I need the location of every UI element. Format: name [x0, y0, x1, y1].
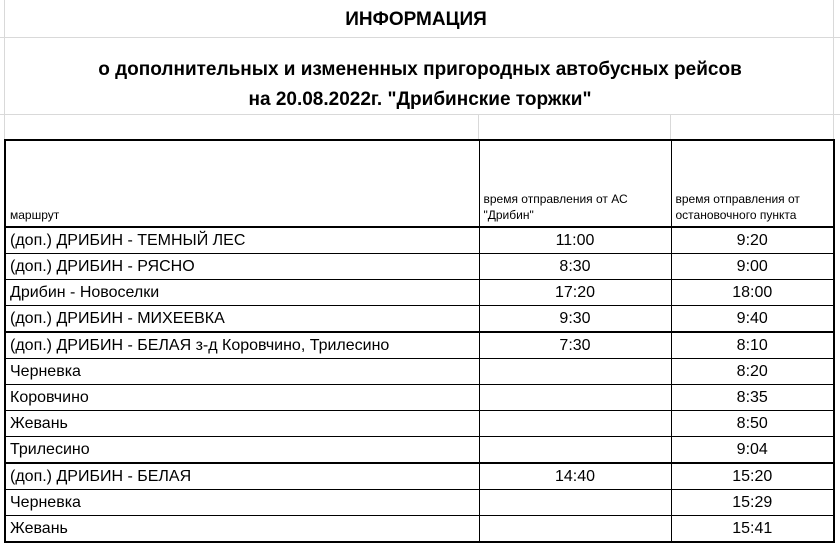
- table-row: [5, 280, 834, 306]
- route-cell: Черневка: [5, 359, 479, 385]
- document-subtitle-line1: о дополнительных и измененных пригородных автобусных рейсов: [98, 59, 742, 80]
- column-header-stop-departure: время отправления от остановочного пункта: [671, 140, 834, 227]
- table-row: [5, 254, 834, 280]
- station-time-cell: [479, 490, 671, 516]
- stop-time-cell: 8:20: [671, 359, 834, 385]
- table-row: [5, 490, 834, 516]
- station-time-cell: 7:30: [479, 332, 671, 359]
- route-cell: (доп.) ДРИБИН - МИХЕЕВКА: [5, 306, 479, 333]
- station-time-cell: 11:00: [479, 227, 671, 254]
- stop-time-cell: 8:50: [671, 411, 834, 437]
- route-cell: Черневка: [5, 490, 479, 516]
- table-header-row: [5, 140, 834, 227]
- stop-time-cell: 18:00: [671, 280, 834, 306]
- route-cell: (доп.) ДРИБИН - РЯСНО: [5, 254, 479, 280]
- table-row: [5, 437, 834, 464]
- column-header-station-departure: время отправления от АС "Дрибин": [479, 140, 671, 227]
- grid-line: [670, 114, 671, 139]
- column-header-route: маршрут: [5, 140, 479, 227]
- route-cell: Жевань: [5, 516, 479, 543]
- route-cell: (доп.) ДРИБИН - БЕЛАЯ: [5, 463, 479, 490]
- grid-line: [0, 37, 840, 38]
- stop-time-cell: 9:40: [671, 306, 834, 333]
- table-row: [5, 385, 834, 411]
- station-time-cell: [479, 516, 671, 543]
- station-time-cell: 9:30: [479, 306, 671, 333]
- table-row: [5, 463, 834, 490]
- station-time-cell: [479, 437, 671, 464]
- stop-time-cell: 15:29: [671, 490, 834, 516]
- station-time-cell: 14:40: [479, 463, 671, 490]
- table-row: [5, 306, 834, 333]
- table-row: [5, 516, 834, 543]
- stop-time-cell: 9:00: [671, 254, 834, 280]
- station-time-cell: 17:20: [479, 280, 671, 306]
- document-title: ИНФОРМАЦИЯ: [345, 9, 487, 30]
- route-cell: Трилесино: [5, 437, 479, 464]
- route-cell: (доп.) ДРИБИН - БЕЛАЯ з-д Коровчино, Трилесино: [5, 332, 479, 359]
- grid-line: [0, 114, 840, 115]
- schedule-table: [4, 139, 835, 543]
- route-cell: Жевань: [5, 411, 479, 437]
- route-cell: Коровчино: [5, 385, 479, 411]
- route-cell: (доп.) ДРИБИН - ТЕМНЫЙ ЛЕС: [5, 227, 479, 254]
- table-row: [5, 411, 834, 437]
- table-row: [5, 359, 834, 385]
- route-cell: Дрибин - Новоселки: [5, 280, 479, 306]
- stop-time-cell: 15:20: [671, 463, 834, 490]
- station-time-cell: 8:30: [479, 254, 671, 280]
- stop-time-cell: 9:20: [671, 227, 834, 254]
- station-time-cell: [479, 385, 671, 411]
- stop-time-cell: 8:10: [671, 332, 834, 359]
- grid-line: [478, 114, 479, 139]
- table-row: [5, 227, 834, 254]
- station-time-cell: [479, 411, 671, 437]
- stop-time-cell: 8:35: [671, 385, 834, 411]
- stop-time-cell: 15:41: [671, 516, 834, 543]
- table-row: [5, 332, 834, 359]
- stop-time-cell: 9:04: [671, 437, 834, 464]
- document-subtitle-line2: на 20.08.2022г. "Дрибинские торжки": [248, 89, 592, 110]
- station-time-cell: [479, 359, 671, 385]
